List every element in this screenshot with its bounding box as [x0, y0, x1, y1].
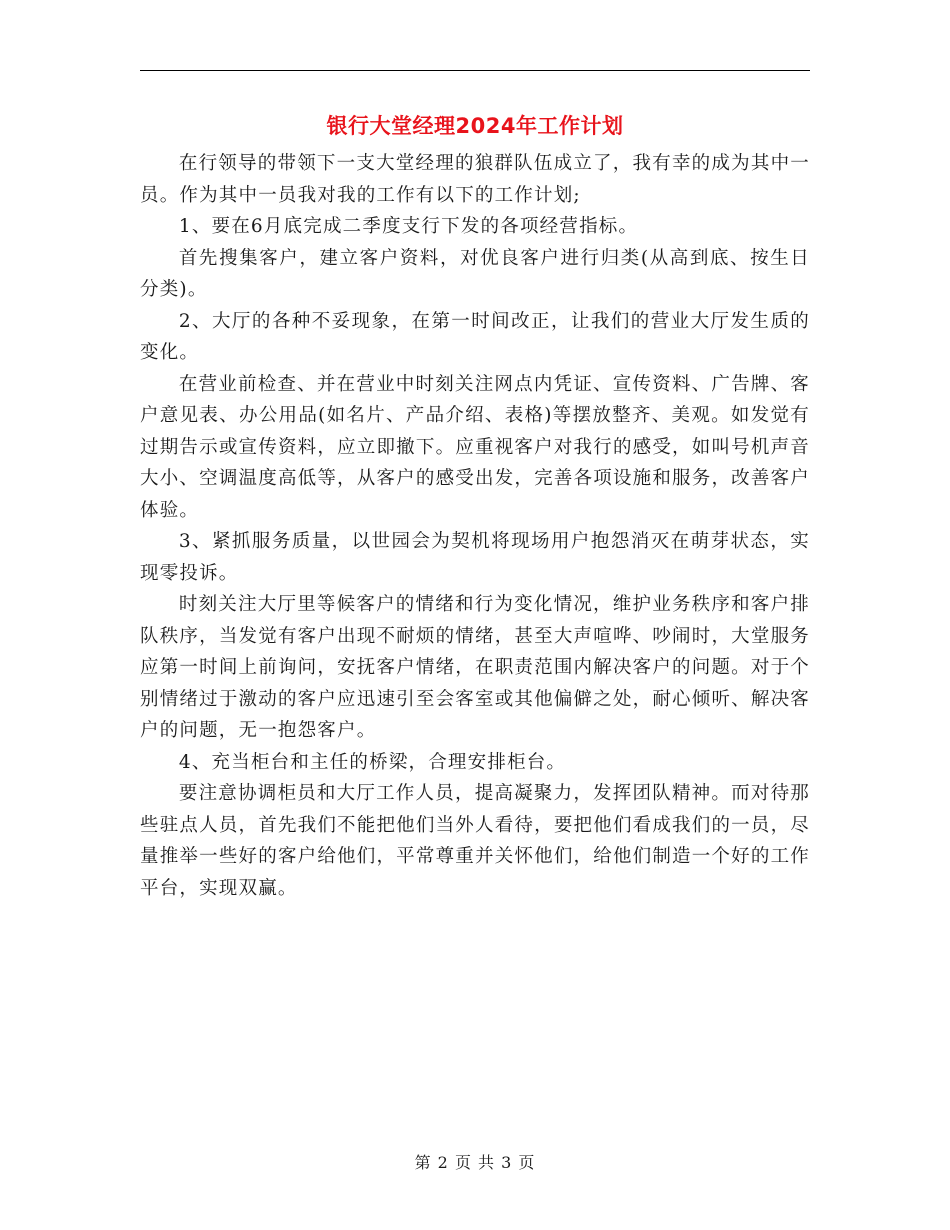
paragraph-item-3-heading: 3、紧抓服务质量，以世园会为契机将现场用户抱怨消灭在萌芽状态，实现零投诉。	[140, 531, 810, 584]
document-title: 银行大堂经理2024年工作计划	[326, 114, 624, 138]
paragraph-intro: 在行领导的带领下一支大堂经理的狼群队伍成立了，我有幸的成为其中一员。作为其中一员我对我的工作有以下的工作计划;	[140, 153, 810, 206]
paragraph-item-2-detail: 在营业前检查、并在营业中时刻关注网点内凭证、宣传资料、广告牌、客户意见表、办公用品(如名片、产品介绍、表格)等摆放整齐、美观。如发觉有过期告示或宣传资料，应立即撤下。应重视客户对我行的感受，如叫号机声音大小、空调温度高低等，从客户的感受出发，完善各项设施和服务，改善客户体验。	[140, 373, 810, 521]
paragraph-item-2-heading: 2、大厅的各种不妥现象，在第一时间改正，让我们的营业大厅发生质的变化。	[140, 310, 810, 363]
paragraph-item-1-detail: 首先搜集客户，建立客户资料，对优良客户进行归类(从高到底、按生日分类)。	[140, 247, 810, 300]
document-body	[140, 148, 810, 904]
paragraph-item-3-detail: 时刻关注大厅里等候客户的情绪和行为变化情况，维护业务秩序和客户排队秩序，当发觉有客户出现不耐烦的情绪，甚至大声喧哗、吵闹时，大堂服务应第一时间上前询问，安抚客户情绪，在职责范围内解决客户的问题。对于个别情绪过于激动的客户应迅速引至会客室或其他偏僻之处，耐心倾听、解决客户的问题，无一抱怨客户。	[140, 594, 810, 741]
header-rule	[140, 70, 810, 71]
paragraph-item-1-heading: 1、要在6月底完成二季度支行下发的各项经营指标。	[178, 216, 639, 237]
paragraph-item-4-detail: 要注意协调柜员和大厅工作人员，提高凝聚力，发挥团队精神。而对待那些驻点人员，首先我们不能把他们当外人看待，要把他们看成我们的一员，尽量推举一些好的客户给他们，平常尊重并关怀他们，给他们制造一个好的工作平台，实现双赢。	[140, 783, 810, 899]
page-number-footer: 第 2 页 共 3 页	[414, 1153, 536, 1172]
paragraph-item-4-heading: 4、充当柜台和主任的桥梁，合理安排柜台。	[178, 751, 567, 773]
